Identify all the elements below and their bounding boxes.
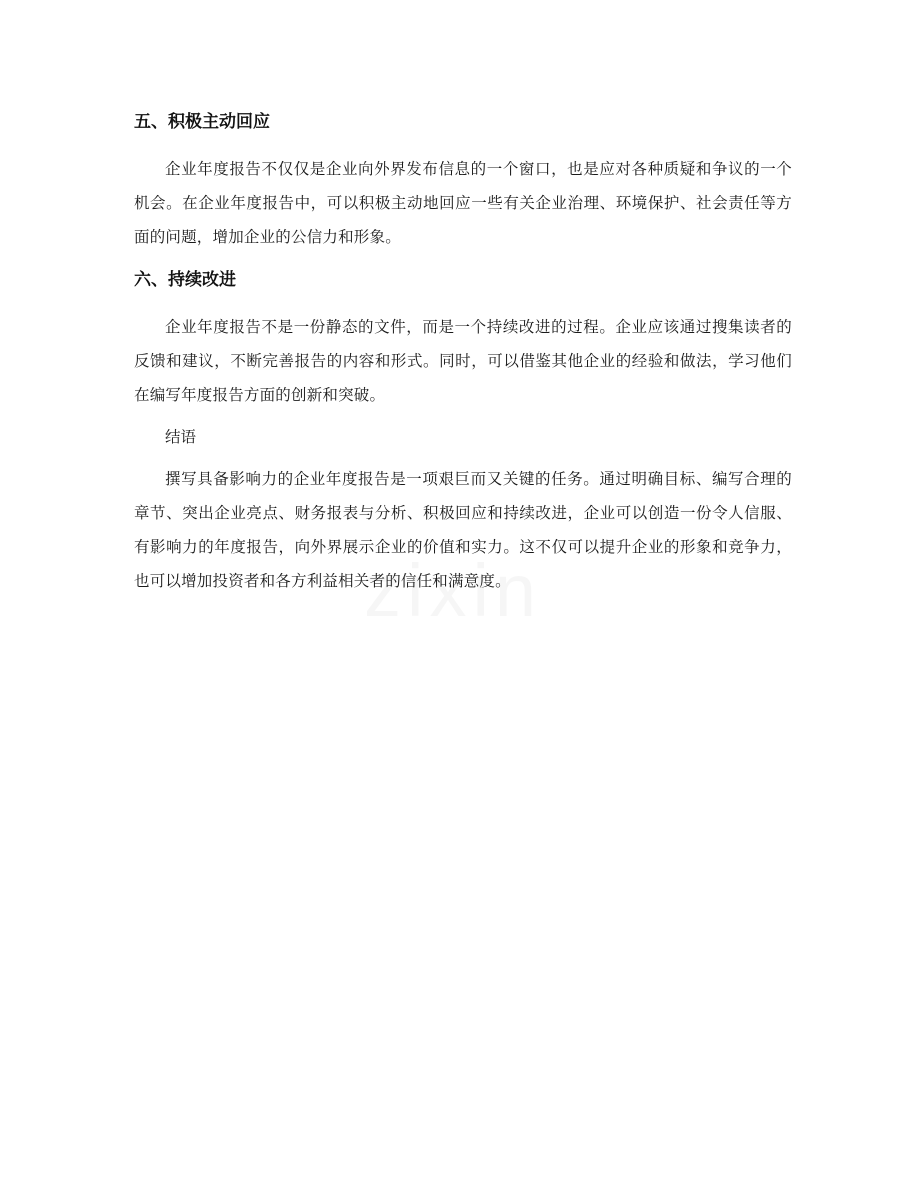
section-paragraph-6: 企业年度报告不是一份静态的文件，而是一个持续改进的过程。企业应该通过搜集读者的反馈和建议，不断完善报告的内容和形式。同时，可以借鉴其他企业的经验和做法，学习他们在编写年度报告方面的创新和突破。	[134, 318, 792, 404]
section-title-5: 五、积极主动回应	[134, 112, 270, 132]
document-page	[134, 106, 792, 598]
section-paragraph-5: 企业年度报告不仅仅是企业向外界发布信息的一个窗口，也是应对各种质疑和争议的一个机会。在企业年度报告中，可以积极主动地回应一些有关企业治理、环境保护、社会责任等方面的问题，增加企业的公信力和形象。	[134, 160, 792, 246]
watermark	[364, 548, 542, 633]
section-title-6: 六、持续改进	[134, 270, 236, 290]
conclusion-heading: 结语	[165, 428, 197, 446]
conclusion-paragraph: 撰写具备影响力的企业年度报告是一项艰巨而又关键的任务。通过明确目标、编写合理的章节、突出企业亮点、财务报表与分析、积极回应和持续改进，企业可以创造一份令人信服、有影响力的年度报告，向外界展示企业的价值和实力。这不仅可以提升企业的形象和竞争力，也可以增加投资者和各方利益相关者的信任和满意度。	[134, 470, 792, 590]
